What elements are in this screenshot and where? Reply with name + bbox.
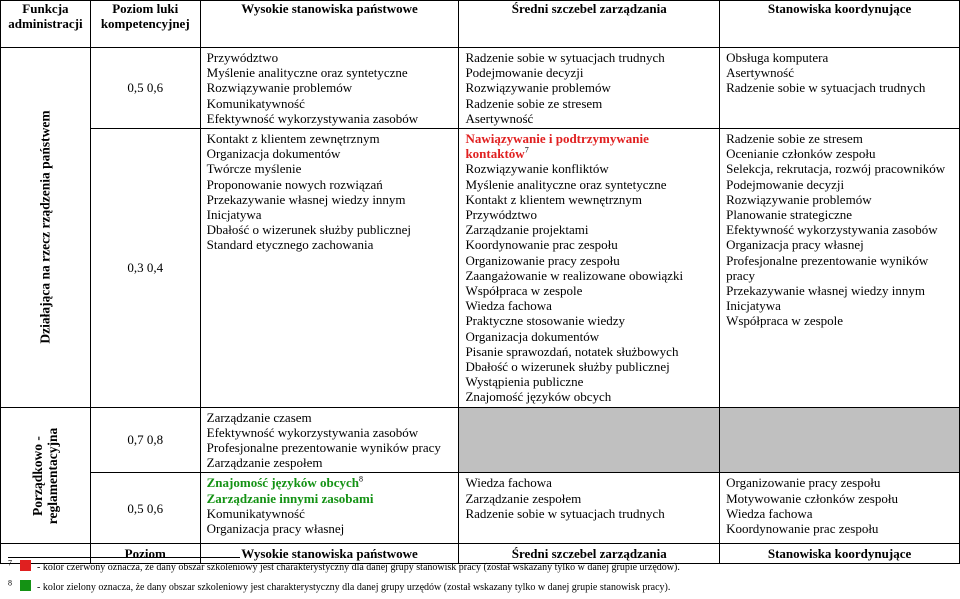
footer-col1: Wysokie stanowiska państwowe <box>200 544 459 564</box>
footnote-ref-8: 8 <box>359 475 364 485</box>
empty-grey-cell <box>720 407 960 473</box>
list-item: Ocenianie członków zespołu <box>726 146 876 162</box>
row-3 <box>1 407 960 473</box>
level-cell <box>90 473 200 544</box>
list-item: Dbałość o wizerunek służby publicznej <box>206 222 411 238</box>
row4-col1 <box>200 473 459 544</box>
list-item: Pisanie sprawozdań, notatek służbowych <box>465 343 679 359</box>
row1-col3 <box>720 48 960 129</box>
highlight-green-item <box>207 475 459 490</box>
green-square-icon <box>20 580 31 591</box>
level-value: 0,5 0,6 <box>127 80 164 96</box>
footnote-8 <box>8 580 670 593</box>
header-poziom: Poziom luki kompetencyjnej <box>90 1 200 48</box>
header-col1: Wysokie stanowiska państwowe <box>200 1 459 48</box>
row1-col2 <box>459 48 720 129</box>
list-item: Przekazywanie własnej wiedzy innym <box>726 283 925 299</box>
function-label-2: Porządkowo -reglamentacyjna <box>30 427 61 524</box>
footnote-text: - kolor czerwony oznacza, że dany obszar szkoleniowy jest charakterystyczny dla danej grupy stanowisk pracy (został wskazany tylko w danej grupie urzędów). <box>37 562 680 573</box>
list-item: Organizowanie pracy zespołu <box>726 475 881 491</box>
header-col2: Średni szczebel zarządzania <box>459 1 720 48</box>
list-item: Organizacja pracy własnej <box>206 521 345 537</box>
list-item: Kontakt z klientem zewnętrznym <box>206 131 380 147</box>
list-item: Radzenie sobie w sytuacjach trudnych <box>465 50 665 65</box>
list-item: Wiedza fachowa <box>465 298 552 314</box>
empty-grey-cell <box>459 407 720 473</box>
header-col3: Stanowiska koordynujące <box>720 1 960 48</box>
list-item: Twórcze myślenie <box>206 161 302 177</box>
row3-col1 <box>200 407 459 473</box>
list-item: Organizacja dokumentów <box>206 146 341 162</box>
level-value: 0,3 0,4 <box>127 260 164 276</box>
list-item: Współpraca w zespole <box>726 313 844 329</box>
highlight-green-text: Znajomość języków obcych <box>206 475 360 491</box>
list-item: Dbałość o wizerunek służby publicznej <box>465 359 670 375</box>
function-cell-1 <box>1 48 91 408</box>
list-item: Organizacja dokumentów <box>465 328 600 344</box>
list-item: Asertywność <box>465 110 534 126</box>
list-item: Planowanie strategiczne <box>726 207 853 223</box>
list-item: Efektywność wykorzystywania zasobów <box>206 424 419 440</box>
highlight-green-item: Zarządzanie innymi zasobami <box>206 490 374 506</box>
red-square-icon <box>20 560 31 571</box>
level-cell <box>90 407 200 473</box>
list-item: Organizowanie pracy zespołu <box>465 252 620 268</box>
list-item: Motywowanie członków zespołu <box>726 490 898 506</box>
highlight-red-item: Nawiązywanie i podtrzymywanie <box>465 131 649 147</box>
function-label-1: Działająca na rzecz rządzenia państwem <box>37 110 53 344</box>
level-value: 0,7 0,8 <box>127 432 164 448</box>
footer-poziom: Poziom <box>90 544 200 564</box>
list-item: Praktyczne stosowanie wiedzy <box>465 313 626 329</box>
row4-col2 <box>459 473 720 544</box>
footnote-separator <box>8 557 240 558</box>
list-item: Koordynowanie prac zespołu <box>465 237 618 253</box>
list-item: Inicjatywa <box>726 298 781 314</box>
list-item: Komunikatywność <box>206 95 305 111</box>
level-cell <box>90 129 200 408</box>
row2-col3 <box>720 129 960 408</box>
footnote-number: 7 <box>8 558 12 568</box>
list-item: Wystąpienia publiczne <box>465 374 584 390</box>
list-item: Standard etycznego zachowania <box>206 237 374 253</box>
list-item: Podejmowanie decyzji <box>465 65 584 81</box>
row-4 <box>1 473 960 544</box>
list-item: Radzenie sobie ze stresem <box>465 95 603 111</box>
list-item: Profesjonalne prezentowanie wyników <box>726 252 929 268</box>
highlight-red-item <box>465 146 719 161</box>
footer-col2: Średni szczebel zarządzania <box>459 544 720 564</box>
list-item: Zarządzanie czasem <box>206 409 312 425</box>
list-item: Koordynowanie prac zespołu <box>726 521 879 537</box>
list-item: Zarządzanie zespołem <box>206 455 323 471</box>
row-2 <box>1 129 960 408</box>
list-item: Radzenie sobie w sytuacjach trudnych <box>726 80 926 96</box>
list-item: Przywództwo <box>206 50 279 65</box>
header-row <box>1 1 960 48</box>
list-item: Kontakt z klientem wewnętrznym <box>465 191 642 207</box>
list-item: Przywództwo <box>465 207 537 223</box>
footnote-text: - kolor zielony oznacza, że dany obszar szkoleniowy jest charakterystyczny dla danej grupy urzędów (został wskazany tylko w danej grupie stanowisk pracy). <box>37 582 671 593</box>
list-item: Zaangażowanie w realizowane obowiązki <box>465 267 684 283</box>
list-item: Komunikatywność <box>206 505 305 521</box>
level-cell <box>90 48 200 129</box>
list-item: Przekazywanie własnej wiedzy innym <box>206 191 406 207</box>
function-cell-2 <box>1 407 91 544</box>
list-item: Wiedza fachowa <box>465 475 552 491</box>
list-item: Współpraca w zespole <box>465 283 583 299</box>
list-item: Efektywność wykorzystywania zasobów <box>206 110 419 126</box>
list-item: Myślenie analityczne oraz syntetyczne <box>465 176 667 192</box>
list-item: Zarządzanie projektami <box>465 222 589 238</box>
row2-col1 <box>200 129 459 408</box>
list-item: Rozwiązywanie konfliktów <box>465 161 609 177</box>
level-value: 0,5 0,6 <box>127 500 164 516</box>
row1-col1 <box>200 48 459 129</box>
list-item: Organizacja pracy własnej <box>726 237 864 253</box>
list-item: pracy <box>726 267 755 283</box>
row2-col2 <box>459 129 720 408</box>
footnote-7 <box>8 560 680 573</box>
list-item: Rozwiązywanie problemów <box>206 80 353 96</box>
list-item: Asertywność <box>726 65 794 81</box>
list-item: Znajomość języków obcych <box>465 389 612 405</box>
footer-col3: Stanowiska koordynujące <box>720 544 960 564</box>
list-item: Zarządzanie zespołem <box>465 490 582 506</box>
footnote-number: 8 <box>8 578 12 588</box>
list-item: Efektywność wykorzystywania zasobów <box>726 222 938 238</box>
row-1 <box>1 48 960 129</box>
row4-col3 <box>720 473 960 544</box>
footnote-ref-7: 7 <box>524 145 529 155</box>
list-item: Profesjonalne prezentowanie wyników pracy <box>206 440 441 456</box>
header-funkcja: Funkcja administracji <box>1 1 91 48</box>
list-item: Myślenie analityczne oraz syntetyczne <box>206 65 408 81</box>
list-item: Inicjatywa <box>206 207 262 223</box>
list-item: Radzenie sobie ze stresem <box>726 131 863 147</box>
highlight-red-text: kontaktów <box>465 146 525 162</box>
list-item: Selekcja, rekrutacja, rozwój pracowników <box>726 161 946 177</box>
list-item: Proponowanie nowych rozwiązań <box>206 176 383 192</box>
list-item: Rozwiązywanie problemów <box>465 80 611 96</box>
list-item: Rozwiązywanie problemów <box>726 191 872 207</box>
list-item: Obsługa komputera <box>726 50 829 65</box>
list-item: Wiedza fachowa <box>726 505 813 521</box>
list-item: Podejmowanie decyzji <box>726 176 845 192</box>
list-item: Radzenie sobie w sytuacjach trudnych <box>465 505 665 521</box>
